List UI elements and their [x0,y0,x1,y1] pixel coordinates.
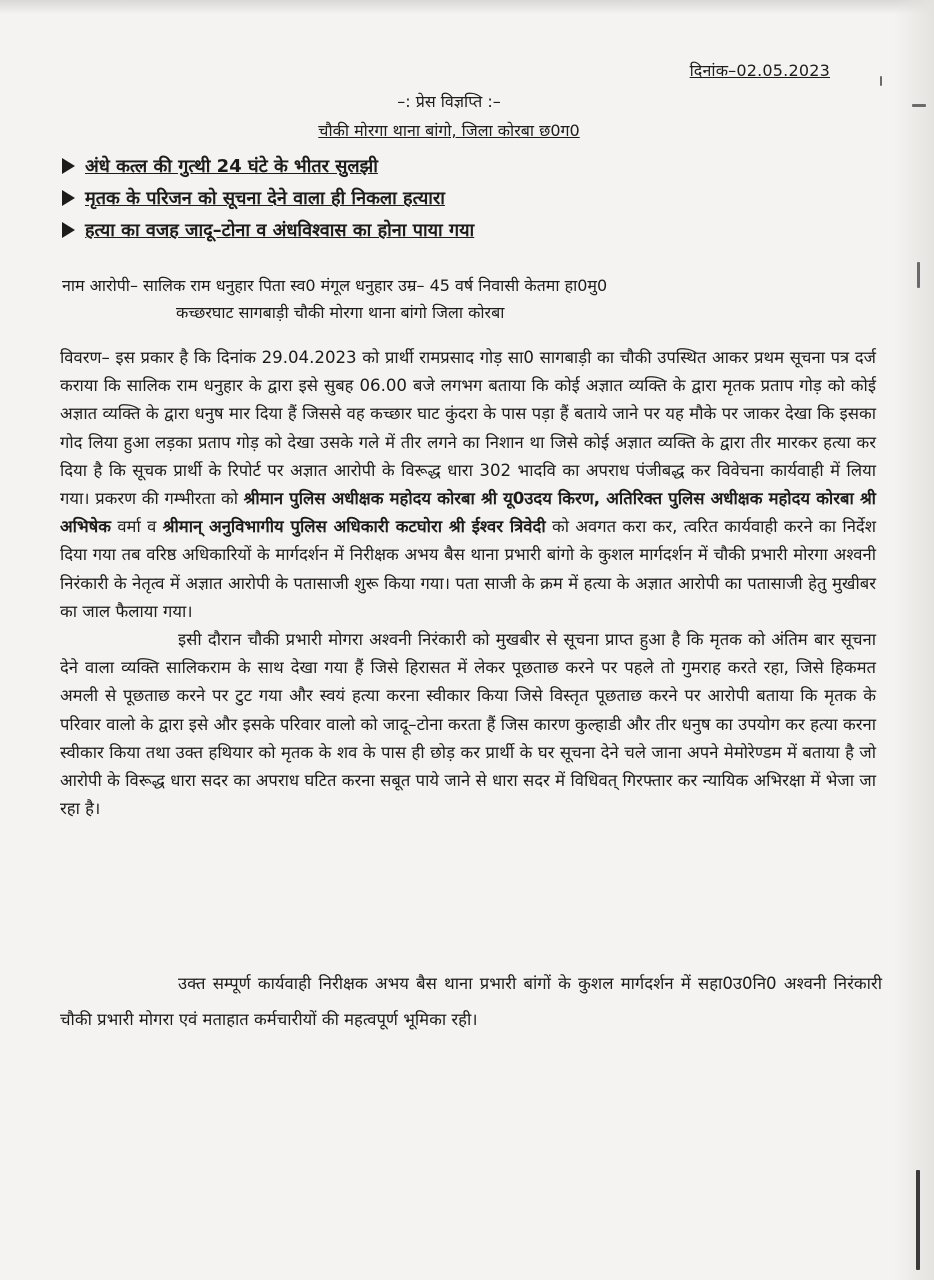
accused-line-2: कच्छरघाट सागबाड़ी चौकी मोरगा थाना बांगो जिला कोरबा [176,303,505,322]
highlight-item [62,214,474,246]
highlight-text: हत्या का वजह जादू–टोना व अंधविश्वास का होना पाया गया [85,220,475,241]
accused-line-1: नाम आरोपी– सालिक राम धनुहार पिता स्व0 मंगूल धनुहार उम्र– 45 वर्ष निवासी केतमा हा0मु0 [62,276,608,295]
office-heading: चौकी मोरगा थाना बांगो, जिला कोरबा छ0ग0 [318,121,580,140]
highlight-text: अंधे कत्ल की गुत्थी 24 घंटे के भीतर सुलझी [85,156,378,177]
accused-details [62,272,607,326]
description-paragraph-2: इसी दौरान चौकी प्रभारी मोगरा अश्वनी निरंकारी को मुखबीर से सूचना प्राप्त हुआ है कि मृतक को अंतिम बार सूचना देने वाला व्यक्ति सालिकराम के साथ देखा गया हैं जिसे हिरासत में लेकर पूछताछ करने पर पहले तो गुमराह करते रहा, जिसे हिकमत अमली से पूछताछ करने पर टुट गया और स्वयं हत्या करना स्वीकार किया जिसे विस्तृत पूछताछ करने पर आरोपी बताया कि मृतक के परिवार वालो के द्वारा इसे और इसके परिवार वालो को जादू–टोना करता हैं जिस कारण कुल्हाडी और तीर धनुष का उपयोग कर हत्या करना स्वीकार किया तथा उक्त हथियार को मृतक के शव के पास ही छोड़ कर प्रार्थी के घर सूचना देने चले जाना अपने मेमोरेण्डम में बताया है जो आरोपी के विरूद्ध धारा सदर का अपराध घटित करना सबूत पाये जाने से धारा सदर में विधिवत् गिरफ्तार कर न्यायिक अभिरक्षा में भेजा जा रहा है। [60,630,876,819]
release-date: दिनांक–02.05.2023 [689,61,830,80]
officials-bold-text: श्रीमान पुलिस अधीक्षक महोदय कोरबा श्री यू0उदय किरण, अतिरिक्त पुलिस अधीक्षक महोदय कोरबा श्री अभिषेक [60,489,876,537]
scan-artifact-mark [917,262,920,288]
arrow-bullet-icon [62,222,75,238]
description-text: वर्मा व [110,517,163,537]
case-description [60,344,876,823]
description-text: को अवगत करा कर, त्वरित कार्यवाही करने का निर्देश दिया गया तब वरिष्ठ अधिकारियों के मार्गदर्शन में निरीक्षक अभय बैस थाना प्रभारी बांगो के कुशल मार्गदर्शन में चौकी प्रभारी मोरगा अश्वनी निरंकारी के नेतृत्व में अज्ञात आरोपी के पतासाजी शुरू किया गया। पता साजी के क्रम में हत्या के अज्ञात आरोपी का पतासाजी हेतु मुखीबर का जाल फैलाया गया। [60,517,877,621]
arrow-bullet-icon [62,190,75,206]
description-paragraph-1 [60,344,876,626]
highlight-item [62,150,474,182]
officials-bold-text: श्रीमान् अनुविभागीय पुलिस अधिकारी कटघोरा श्री ईश्वर त्रिवेदी [162,517,546,537]
arrow-bullet-icon [62,158,75,174]
description-text: विवरण– इस प्रकार है कि दिनांक 29.04.2023 को प्रार्थी रामप्रसाद गोड़ सा0 सागबाड़ी का चौकी उपस्थित आकर प्रथम सूचना पत्र दर्ज कराया कि सालिक राम धनुहार के द्वारा इसे सुबह 06.00 बजे लगभग बताया कि कोई अज्ञात व्यक्ति के द्वारा मृतक प्रताप गोड़ को कोई अज्ञात व्यक्ति के द्वारा धनुष मार दिया हैं जिससे वह कच्छार घाट कुंदरा के पास पड़ा हैं बताये जाने पर यह मौके पर जाकर देखा कि इसका गोद लिया हुआ लड़का प्रताप गोड़ को देखा उसके गले में तीर लगने का निशान था जिसे कोई अज्ञात व्यक्ति के द्वारा तीर मारकर हत्या कर दिया है कि सूचक प्रार्थी के रिपोर्ट पर अज्ञात आरोपी के विरूद्ध धारा 302 भादवि का अपराध पंजीबद्ध कर विवेचना कार्यवाही में लिया गया। प्रकरण की गम्भीरता को [60,348,876,509]
press-release-heading: –: प्रेस विज्ञप्ति :– [397,92,501,111]
scan-shadow-top [0,0,934,14]
highlight-text: मृतक के परिजन को सूचना देने वाला ही निकला हत्यारा [85,188,445,209]
highlight-item [62,182,474,214]
scan-artifact-mark [916,1170,920,1270]
highlight-list [62,150,474,246]
closing-paragraph: उक्त सम्पूर्ण कार्यवाही निरीक्षक अभय बैस थाना प्रभारी बांगों के कुशल मार्गदर्शन में सहा0उ0नि0 अश्वनी निरंकारी चौकी प्रभारी मोगरा एवं मताहात कर्मचारीयों की महत्वपूर्ण भूमिका रही। [60,974,883,1029]
scan-shadow-right [894,0,934,1280]
scan-artifact-mark [880,76,882,86]
